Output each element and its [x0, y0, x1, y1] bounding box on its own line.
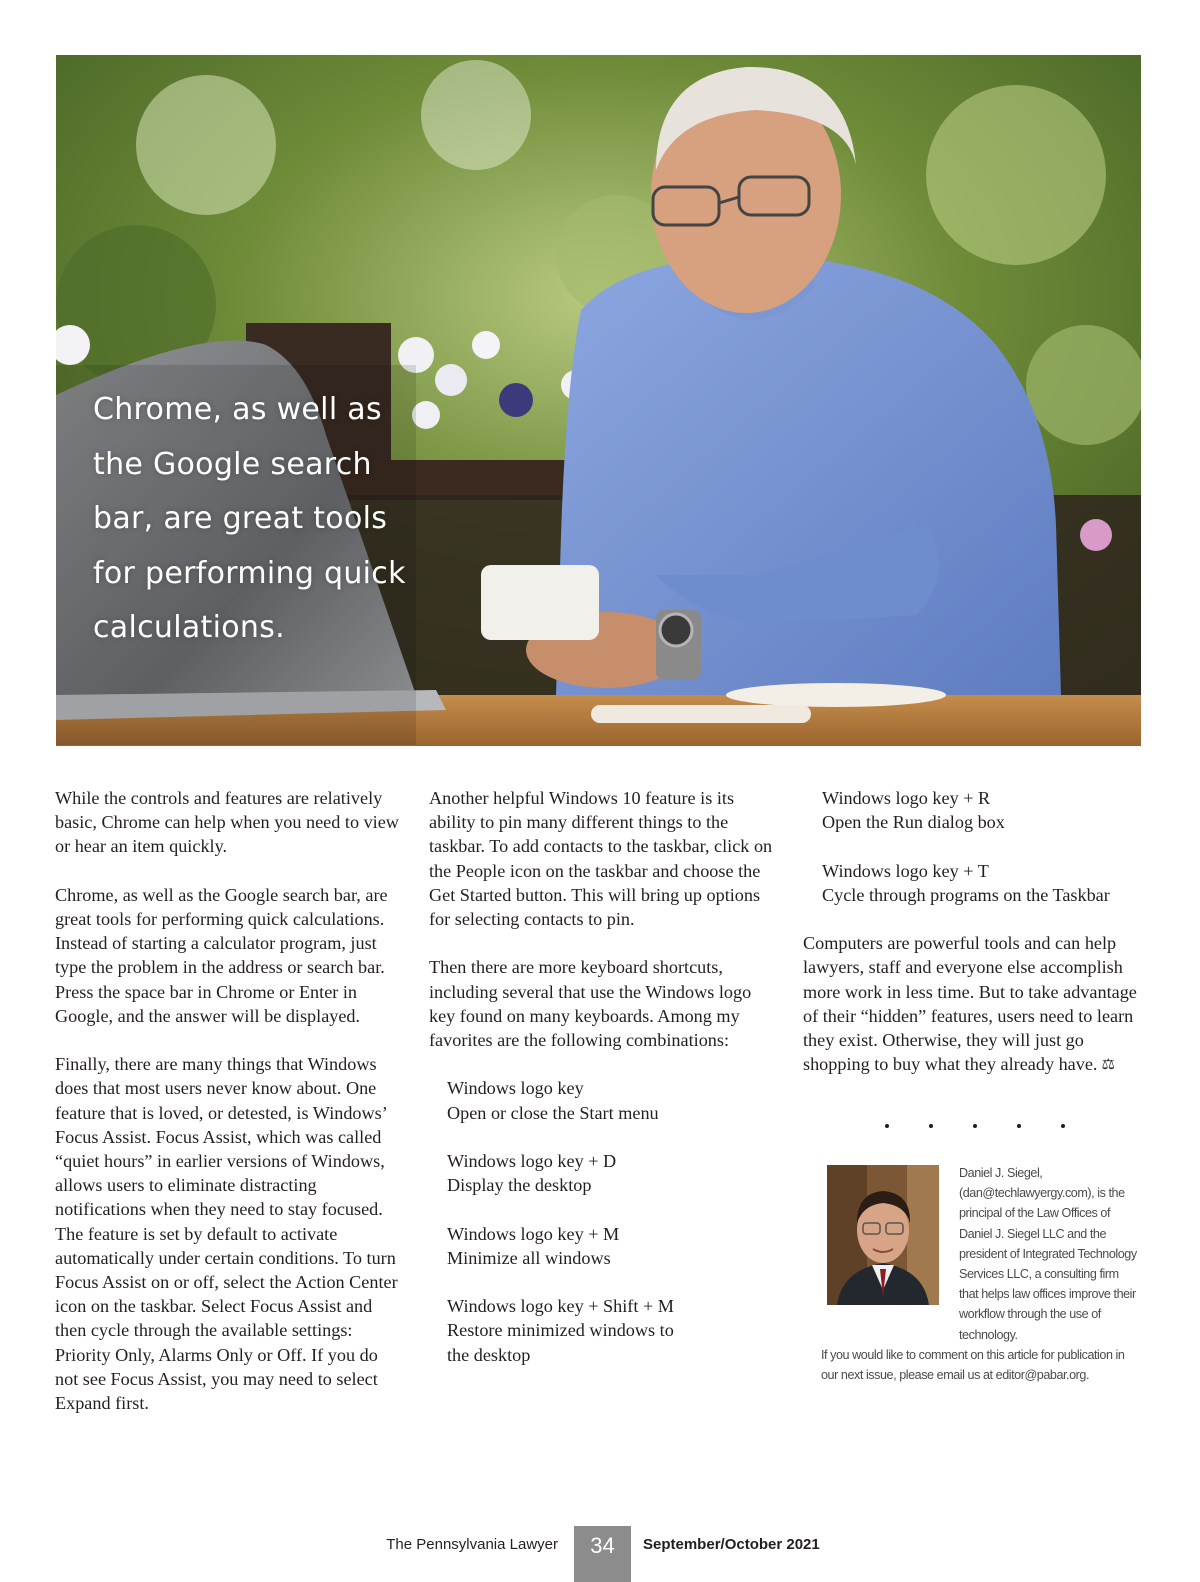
- article-paragraph: Then there are more keyboard shortcuts, including several that use the Windows logo key found on many keyboards. Among my favorites are the following combinations:: [429, 957, 752, 1051]
- shortcut-action: Minimize all windows: [447, 1247, 611, 1268]
- article-paragraph: While the controls and features are relatively basic, Chrome can help when you need to view or hear an item quickly.: [55, 788, 399, 857]
- shortcut-action: Restore minimized windows to the desktop: [447, 1320, 674, 1365]
- shortcut-keys: Windows logo key + R: [822, 788, 991, 808]
- dot-divider: [885, 1124, 1065, 1134]
- article-column-2: [429, 786, 774, 1391]
- closing-paragraph: [803, 931, 1148, 1077]
- shortcut-item: [447, 1076, 774, 1124]
- author-bio: Daniel J. Siegel, (dan@techlawyergy.com), is the principal of the Law Offices of Daniel J. Siegel LLC and the president of Integrated Technology Services LLC, a consulting firm that helps law offices improve their workflow through the use of technology.: [959, 1166, 1137, 1342]
- shortcut-item: [447, 1222, 774, 1270]
- shortcut-item: [822, 786, 1148, 834]
- shortcut-keys: Windows logo key + M: [447, 1223, 620, 1244]
- divider-dot: [885, 1124, 889, 1128]
- footer-publication: The Pennsylvania Lawyer: [386, 1536, 558, 1553]
- article-column-3: [803, 786, 1148, 1102]
- article-paragraph: Finally, there are many things that Windows does that most users never know about. One feature that is loved, or detested, is Windows’ Focus Assist. Focus Assist, which was called “quiet hours” in earlier versions of Windows, allows users to eliminate distracting notifications when they need to stay focused. The feature is set by default to activate automatically under certain conditions. To turn Focus Assist on or off, select the Action Center icon on the taskbar. Select Focus Assist and then cycle through the available settings: Priority Only, Alarms Only or Off. If you do not see Focus Assist, you may need to select Expand first.: [55, 1054, 398, 1414]
- footer-issue-date: September/October 2021: [643, 1536, 820, 1553]
- page-number: 34: [574, 1526, 631, 1582]
- pull-quote: Chrome, as well as the Google search bar, are great tools for performing quick calculations.: [93, 392, 406, 645]
- divider-dot: [929, 1124, 933, 1128]
- author-photo: [827, 1165, 939, 1305]
- article-paragraph: Another helpful Windows 10 feature is its ability to pin many different things to the taskbar. To add contacts to the taskbar, click on the People icon on the taskbar and choose the Get Started button. This will bring up options for selecting contacts to pin.: [429, 788, 773, 930]
- shortcut-action: Open or close the Start menu: [447, 1102, 659, 1123]
- shortcut-item: [822, 859, 1148, 907]
- shortcut-item: [447, 1294, 774, 1367]
- closing-paragraph-text: Computers are powerful tools and can help lawyers, staff and everyone else accomplish more work in less time. But to take advantage of their “hidden” features, users need to learn they exist. Otherwise, they will just go shopping to buy what they already have.: [803, 933, 1137, 1075]
- divider-dot: [1061, 1124, 1065, 1128]
- divider-dot: [1017, 1124, 1021, 1128]
- article-paragraph: Chrome, as well as the Google search bar, are great tools for performing quick calculations. Instead of starting a calculator program, just type the problem in the address or search bar. Press the space bar in Chrome or Enter in Google, and the answer will be displayed.: [55, 884, 388, 1026]
- article-column-1: [55, 786, 400, 1439]
- shortcut-action: Cycle through programs on the Taskbar: [822, 884, 1110, 905]
- shortcut-keys: Windows logo key + D: [447, 1151, 617, 1171]
- comment-note: If you would like to comment on this article for publication in our next issue, please email us at editor@pabar.org.: [821, 1348, 1125, 1382]
- shortcut-item: [447, 1149, 774, 1197]
- hero-photo: [56, 55, 1141, 746]
- author-headshot-illustration: [827, 1165, 939, 1305]
- divider-dot: [973, 1124, 977, 1128]
- shortcut-keys: Windows logo key + T: [822, 860, 989, 881]
- shortcut-keys: Windows logo key: [447, 1078, 584, 1099]
- shortcut-action: Display the desktop: [447, 1175, 592, 1196]
- scales-of-justice-icon: ⚖: [1101, 1057, 1115, 1074]
- shortcut-action: Open the Run dialog box: [822, 812, 1005, 833]
- shortcut-keys: Windows logo key + Shift + M: [447, 1296, 674, 1317]
